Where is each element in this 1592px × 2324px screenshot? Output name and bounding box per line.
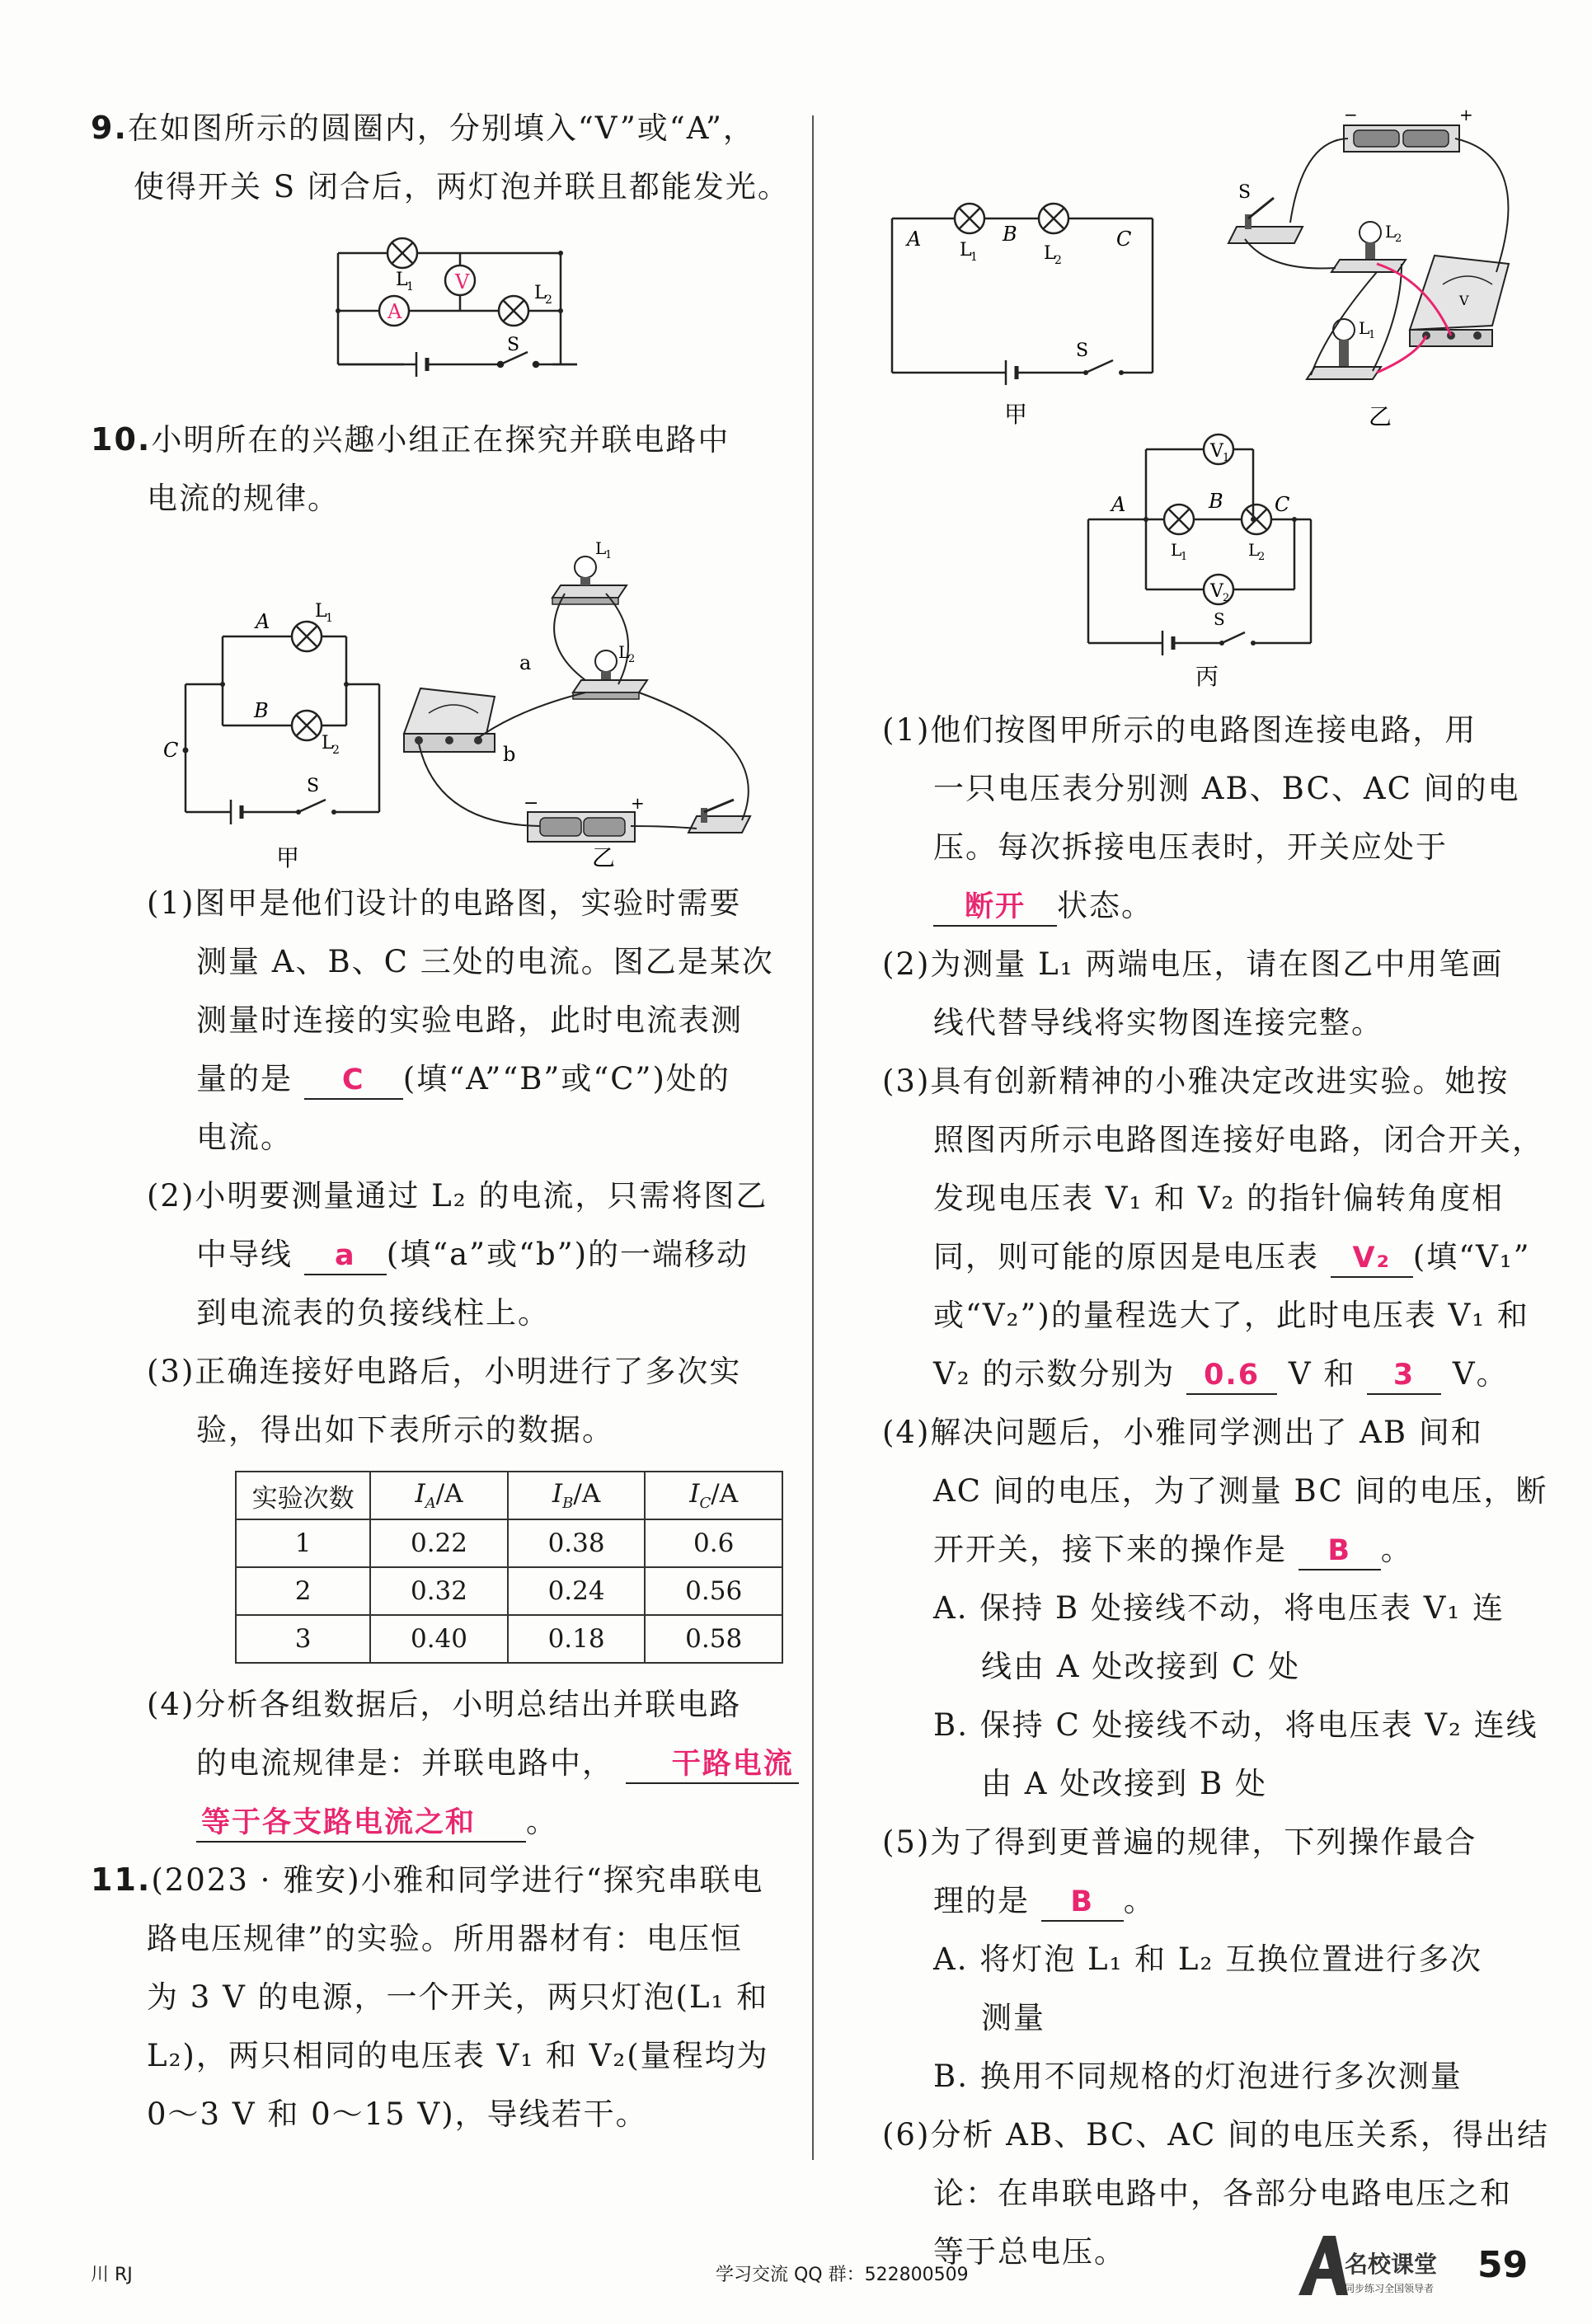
table-row: 3 0.40 0.18 0.58 [236, 1615, 782, 1663]
svg-text:C: C [1275, 493, 1290, 516]
svg-text:S: S [1214, 609, 1225, 629]
column-divider [812, 115, 814, 2160]
q11-p4-answer: B [1298, 1533, 1381, 1570]
svg-text:C: C [163, 739, 179, 762]
svg-text:L: L [1248, 540, 1260, 560]
brand-logo [1290, 2229, 1468, 2303]
svg-text:S: S [1076, 340, 1089, 361]
svg-text:1: 1 [605, 549, 613, 561]
q9-line1 [91, 99, 783, 157]
table-header: $I_C/A$ [645, 1472, 782, 1519]
q10-line1: 10.小明所在的兴趣小组正在探究并联电路中 [91, 421, 730, 458]
q9-circuit-diagram [91, 216, 783, 406]
q9-line2: 使得开关 S 闭合后，两灯泡并联且都能发光。 [134, 169, 790, 204]
q11-p4-line1: (4)解决问题后，小雅同学测出了 AB 间和 [882, 1415, 1483, 1450]
q11-p5-optionB: B. 换用不同规格的灯泡进行多次测量 [933, 2059, 1463, 2094]
svg-text:−: − [524, 793, 539, 814]
svg-text:C: C [1116, 228, 1132, 251]
q10-p3-line2: 验，得出如下表所示的数据。 [196, 1412, 614, 1448]
q11-figures [882, 107, 1525, 701]
q11-fig-jia-caption: 甲 [1004, 401, 1028, 428]
page-number: 59 [1477, 2244, 1529, 2286]
q11-p1-line3: 压。每次拆接电压表时，开关应处于 [933, 829, 1448, 865]
q11-p3-line6: V₂ 的示数分别为 0.6 V 和 3 V。 [882, 1345, 1525, 1403]
q10-p1-answer: C [304, 1062, 403, 1100]
q11-p5-optionA2: 测量 [981, 2000, 1045, 2035]
svg-text:L: L [322, 733, 334, 754]
q11-p3-line4: 同，则可能的原因是电压表 V₂ (填“V₁” [882, 1228, 1525, 1286]
q11-p5-line1: (5)为了得到更普遍的规律，下列操作最合 [882, 1824, 1477, 1860]
q11-p3-answer1: V₂ [1331, 1240, 1413, 1278]
q11-line1: 11.(2023 · 雅安)小雅和同学进行“探究串联电 [91, 1862, 764, 1898]
svg-text:L: L [1385, 222, 1397, 242]
q11-p3-line1: (3)具有创新精神的小雅决定改进实验。她按 [882, 1063, 1510, 1099]
svg-text:名校课堂: 名校课堂 [1345, 2251, 1438, 2278]
q10-p1-line3: 测量时连接的实验电路，此时电流表测 [196, 1002, 743, 1038]
q11-p1-line2: 一只电压表分别测 AB、BC、AC 间的电 [933, 771, 1520, 806]
table-header: $I_B/A$ [508, 1472, 646, 1519]
svg-text:2: 2 [545, 293, 552, 307]
q10-p2-line3: 到电流表的负接线柱上。 [196, 1295, 550, 1331]
q10-fig-jia-caption: 甲 [276, 844, 300, 871]
right-column [882, 107, 1550, 2281]
q11-p1-line4: 断开 状态。 [882, 876, 1525, 935]
q11-p5-answer: B [1041, 1884, 1124, 1922]
table-row: 1 0.22 0.38 0.6 [236, 1519, 782, 1567]
q11-p6-line3: 等于总电压。 [933, 2234, 1126, 2270]
svg-text:V: V [1210, 441, 1223, 462]
q11-p5-line2: 理的是 B 。 [882, 1871, 1525, 1930]
svg-text:S: S [1238, 182, 1252, 203]
q10-p2-answer: a [304, 1237, 387, 1275]
footer-edition: 川 RJ [91, 2265, 133, 2285]
q11-p4-optionB2: 由 A 处改接到 B 处 [981, 1766, 1267, 1801]
q10-p3-line1: (3)正确连接好电路后，小明进行了多次实 [147, 1354, 742, 1389]
q10-data-table [235, 1471, 783, 1664]
svg-text:L: L [960, 240, 972, 261]
q11-p3-answer2: 0.6 [1186, 1357, 1277, 1395]
svg-text:S: S [307, 776, 320, 796]
q11-p1-answer: 断开 [933, 889, 1057, 927]
q11-p2-line2: 线代替导线将实物图连接完整。 [933, 1005, 1383, 1040]
svg-text:2: 2 [332, 744, 340, 757]
svg-text:a: a [519, 651, 532, 674]
svg-text:L: L [618, 642, 630, 662]
svg-text:2: 2 [1258, 551, 1266, 563]
q11-line2: 路电压规律”的实验。所用器材有：电压恒 [147, 1921, 743, 1956]
svg-text:+: + [1459, 107, 1473, 124]
q9-answer-A: A [387, 300, 402, 323]
q9-number: 9. [91, 110, 128, 146]
svg-text:1: 1 [1369, 329, 1376, 341]
svg-text:L: L [315, 601, 327, 622]
q11-p3-line2: 照图丙所示电路图连接好电路，闭合开关， [933, 1122, 1544, 1157]
svg-text:同步练习全国领导者: 同步练习全国领导者 [1345, 2283, 1435, 2294]
svg-text:2: 2 [628, 653, 636, 665]
svg-text:1: 1 [1223, 452, 1230, 464]
svg-text:+: + [631, 793, 645, 813]
svg-text:b: b [503, 743, 516, 766]
svg-text:V: V [1459, 293, 1469, 308]
table-header: $I_A/A$ [370, 1472, 508, 1519]
q9-label-L1: L [396, 270, 408, 290]
q11-p6-line1: (6)分析 AB、BC、AC 间的电压关系，得出结 [882, 2117, 1550, 2153]
svg-text:1: 1 [970, 251, 978, 264]
q11-p6-line2: 论：在串联电路中，各部分电路电压之和 [933, 2176, 1512, 2211]
q10-p4-answer-part2: 等于各支路电流之和 [196, 1805, 526, 1843]
q10-p4-line1: (4)分析各组数据后，小明总结出并联电路 [147, 1687, 742, 1722]
svg-text:B: B [1003, 223, 1017, 246]
q11-p3-answer3: 3 [1367, 1357, 1441, 1395]
left-column [91, 99, 794, 2143]
svg-text:2: 2 [1223, 592, 1230, 604]
q10-p4-line2: 的电流规律是：并联电路中， 干路电流 [91, 1734, 783, 1792]
q11-p4-optionA2: 线由 A 处改接到 C 处 [981, 1649, 1301, 1684]
svg-text:1: 1 [326, 612, 333, 625]
svg-text:2: 2 [1395, 232, 1402, 245]
q10-line2: 电流的规律。 [147, 481, 340, 516]
svg-text:V: V [1210, 581, 1223, 602]
q9-text1: 在如图所示的圆圈内，分别填入“V”或“A”， [127, 110, 755, 146]
svg-text:1: 1 [1181, 551, 1188, 563]
table-row: 2 0.32 0.24 0.56 [236, 1567, 782, 1615]
q10-p1-line5: 电流。 [196, 1120, 293, 1155]
footer-qq-group: 学习交流 QQ 群：522800509 [716, 2265, 969, 2285]
q11-p3-line5: 或“V₂”)的量程选大了，此时电压表 V₁ 和 [933, 1298, 1529, 1333]
q10-p1-line1: (1)图甲是他们设计的电路图，实验时需要 [147, 885, 742, 921]
q11-p1-line1: (1)他们按图甲所示的电路图连接电路，用 [882, 712, 1477, 748]
svg-text:−: − [1344, 107, 1358, 124]
table-header: 实验次数 [236, 1472, 370, 1519]
svg-text:B: B [254, 699, 269, 722]
q9-answer-V: V [455, 270, 470, 293]
q11-p4-optionA1: A. 保持 B 处接线不动，将电压表 V₁ 连 [933, 1590, 1505, 1626]
q11-p3-line3: 发现电压表 V₁ 和 V₂ 的指针偏转角度相 [933, 1181, 1505, 1216]
q10-p1-line4: 量的是 C (填“A”“B”或“C”)处的 [91, 1049, 783, 1108]
q11-line4: L₂)，两只相同的电压表 V₁ 和 V₂(量程均为 [147, 2038, 769, 2073]
svg-text:L: L [595, 538, 607, 558]
svg-text:A: A [256, 610, 270, 633]
svg-text:B: B [1209, 490, 1223, 513]
svg-text:2: 2 [1054, 254, 1062, 267]
q11-p4-line2: AC 间的电压，为了测量 BC 间的电压，断 [933, 1473, 1548, 1509]
q11-fig-yi-caption: 乙 [1369, 403, 1392, 430]
q10-fig-yi-caption: 乙 [592, 844, 616, 871]
svg-text:L: L [1171, 540, 1182, 560]
svg-text:L: L [1359, 318, 1370, 338]
q10-p2-line1: (2)小明要测量通过 L₂ 的电流，只需将图乙 [147, 1178, 768, 1214]
svg-text:A: A [1111, 493, 1126, 516]
table-header-row [236, 1472, 782, 1519]
q11-fig-bing-caption: 丙 [1195, 663, 1219, 690]
q11-real-circuit [1228, 107, 1509, 379]
q11-number: 11. [91, 1862, 152, 1898]
svg-text:1: 1 [406, 280, 414, 293]
q11-p4-line3: 开开关，接下来的操作是 B 。 [882, 1520, 1525, 1579]
q11-p2-line1: (2)为测量 L₁ 两端电压，请在图乙中用笔画 [882, 946, 1504, 982]
q11-line3: 为 3 V 的电源，一个开关，两只灯泡(L₁ 和 [147, 1979, 769, 2015]
q10-number: 10. [91, 421, 152, 458]
q10-p2-line2: 中导线 a (填“a”或“b”)的一端移动 [91, 1225, 783, 1284]
svg-text:A: A [907, 228, 922, 251]
q10-real-circuit [404, 538, 750, 842]
q10-p4-answer-part1: 干路电流 [626, 1746, 799, 1784]
q10-p1-line2: 测量 A、B、C 三处的电流。图乙是某次 [196, 944, 774, 979]
q11-p4-optionB1: B. 保持 C 处接线不动，将电压表 V₂ 连线 [933, 1707, 1538, 1743]
q9-label-S: S [507, 335, 520, 355]
q10-p4-line3: 等于各支路电流之和 。 [91, 1792, 783, 1851]
q9-label-L2: L [534, 283, 547, 303]
svg-text:L: L [1044, 243, 1056, 264]
q11-line5: 0～3 V 和 0～15 V)，导线若干。 [147, 2096, 648, 2132]
q11-p5-optionA1: A. 将灯泡 L₁ 和 L₂ 互换位置进行多次 [933, 1941, 1483, 1977]
q10-figures [91, 528, 783, 874]
